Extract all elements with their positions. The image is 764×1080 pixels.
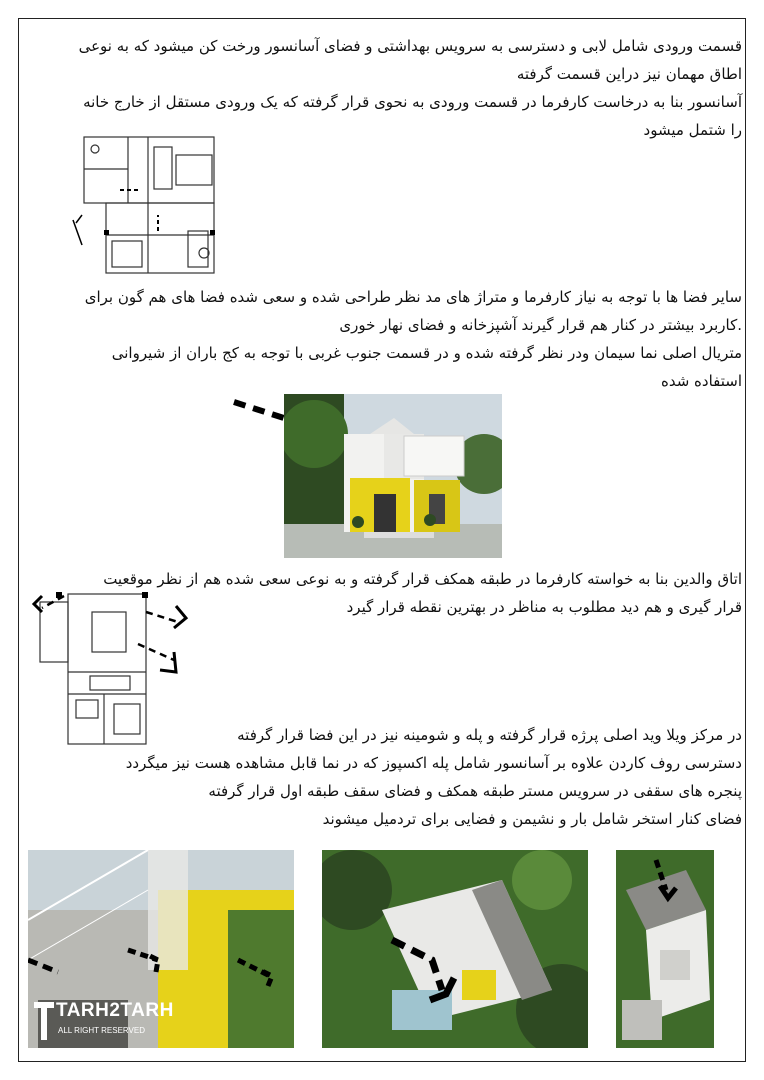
logo-brand: TARH2TARH bbox=[56, 1000, 174, 1021]
section1-text bbox=[42, 32, 742, 144]
section4-line1: در مرکز ویلا وید اصلی پرژه قرار گرفته و پله و شومینه نیز در این فضا قرار گرفته bbox=[237, 726, 742, 744]
tarh2tarh-logo bbox=[32, 998, 202, 1044]
aerial-view-render bbox=[322, 850, 588, 1048]
logo-tagline: ALL RIGHT RESERVED bbox=[58, 1026, 145, 1035]
section3-line2: قرار گیری و هم دید مطلوب به مناظر در بهترین نقطه قرار گیرد bbox=[346, 598, 742, 616]
section2-line4: استفاده شده bbox=[660, 372, 742, 390]
section2-line2: .کاربرد بیشتر در کنار هم قرار گیرند آشپزخانه و فضای نهار خوری bbox=[339, 316, 742, 334]
interior-void-render bbox=[28, 850, 294, 1048]
section1-line1: قسمت ورودی شامل لابی و دسترسی به سرویس بهداشتی و فضای آسانسور ورخت کن میشود که به نوعی bbox=[78, 37, 742, 55]
section3-line1: اتاق والدین بنا به خواسته کارفرما در طبقه همکف قرار گرفته و به نوعی سعی شده هم از نظر موقعیت bbox=[103, 570, 742, 588]
dashed-arrow-icon bbox=[28, 920, 294, 1000]
villa-exterior-render bbox=[284, 394, 502, 558]
entrance-floor-plan bbox=[68, 135, 228, 275]
rooftop-view-render bbox=[616, 850, 714, 1048]
section1-line3: آسانسور بنا به درخاست کارفرما در قسمت ورودی به نحوی قرار گرفته که یک ورودی مستقل از خارج خانه bbox=[83, 93, 742, 111]
logo-mark-icon bbox=[32, 1000, 56, 1042]
section1-line2: اطاق مهمان نیز دراین قسمت گرفته bbox=[516, 65, 742, 83]
section4-line2: دسترسی روف کاردن علاوه بر آسانسور شامل پله اکسپوز که در نما قابل مشاهده هست نیز میگردد bbox=[125, 754, 742, 772]
section2-line3: متریال اصلی نما سیمان ودر نظر گرفته شده و در قسمت جنوب غربی با توجه به کج باران از شیروانی bbox=[111, 344, 742, 362]
section1-line4: را شتمل میشود bbox=[643, 121, 742, 139]
section2-line1: سایر فضا ها با توجه به نیاز کارفرما و متراژ های مد نظر طراحی شده و سعی شده فضا های هم گون برای bbox=[84, 288, 742, 306]
section2-text bbox=[32, 283, 742, 395]
section4-text bbox=[32, 721, 742, 833]
section4-line3: پنجره های سقفی در سرویس مستر طبقه همکف و فضای سقف طبقه اول قرار گرفته bbox=[208, 782, 742, 800]
section4-line4: فضای کنار استخر شامل بار و نشیمن و فضایی برای تردمیل میشوند bbox=[322, 810, 742, 828]
